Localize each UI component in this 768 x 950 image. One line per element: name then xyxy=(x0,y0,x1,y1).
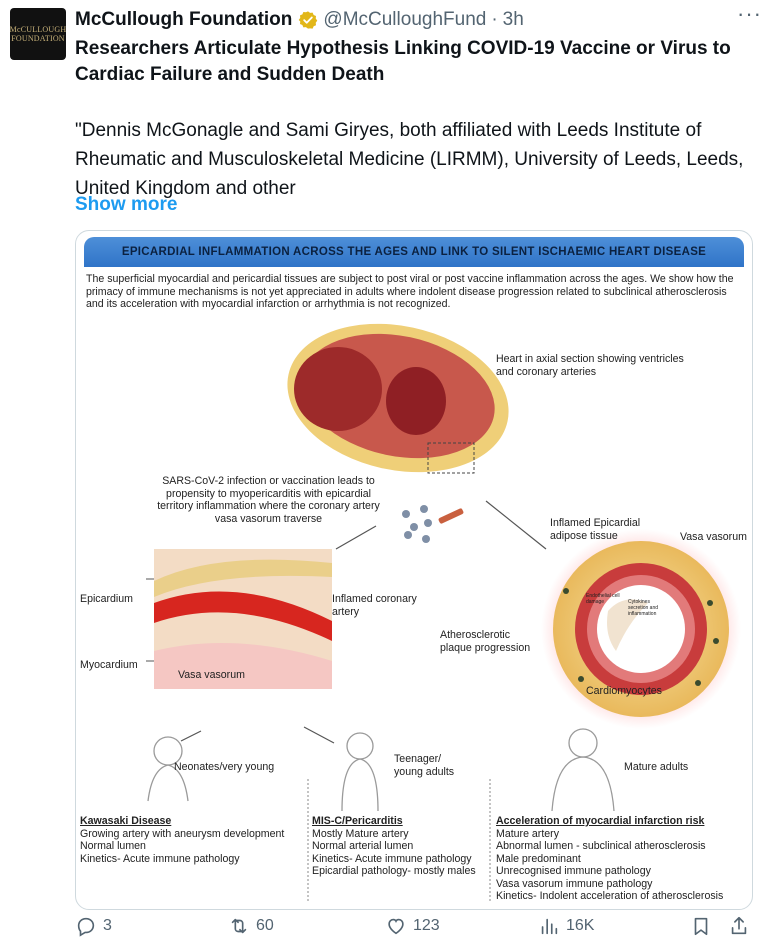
figure-title: EPICARDIAL INFLAMMATION ACROSS THE AGES AND LINK TO SILENT ISCHAEMIC HEART DISEASE xyxy=(84,237,744,267)
column-kawasaki xyxy=(80,815,308,865)
cardiomyocytes-label: Cardiomyocytes xyxy=(586,685,662,697)
bookmark-button[interactable] xyxy=(690,915,718,937)
repost-button[interactable] xyxy=(228,915,274,937)
mature-label: Mature adults xyxy=(624,761,689,773)
figure-illustration xyxy=(76,231,753,910)
timestamp[interactable]: 3h xyxy=(502,9,524,30)
views-icon xyxy=(538,915,560,937)
epicardium-label: Epicardium xyxy=(80,593,133,605)
more-options-icon[interactable]: ··· xyxy=(737,1,762,26)
atherosclerotic-label: Atherosclerotic plaque progression xyxy=(440,629,531,654)
cytokines-label: Cytokines secretion and inflammation xyxy=(628,599,659,617)
kawasaki-line: Growing artery with aneurysm development xyxy=(80,827,285,840)
adults-line: Unrecognised immune pathology xyxy=(496,865,651,877)
inflamed-artery-label: Inflamed coronary artery xyxy=(332,593,417,618)
adults-heading: Acceleration of myocardial infarction risk xyxy=(496,815,705,827)
like-count: 123 xyxy=(413,917,440,934)
column-misc xyxy=(312,815,492,878)
endothelial-label: Endothelial cell damage xyxy=(586,593,620,605)
avatar-logo-text: McCULLOUGH FOUNDATION xyxy=(10,25,66,43)
inflamed-adipose-label: Inflamed Epicardial adipose tissue xyxy=(550,517,641,542)
tissue-panel xyxy=(146,549,332,689)
share-icon xyxy=(728,915,750,937)
action-bar xyxy=(0,915,768,945)
tweet-header xyxy=(75,8,756,32)
author-name[interactable]: McCullough Foundation xyxy=(75,9,293,30)
vasa-vasorum-right-label: Vasa vasorum xyxy=(680,531,747,543)
reply-icon xyxy=(75,915,97,937)
neonates-label: Neonates/very young xyxy=(174,761,275,773)
tweet-media-image[interactable] xyxy=(75,230,753,910)
column-adults xyxy=(496,815,750,903)
views-count: 16K xyxy=(566,917,595,934)
misc-line: Epicardial pathology- mostly males xyxy=(312,865,476,877)
avatar[interactable] xyxy=(10,8,66,60)
heart-label: Heart in axial section showing ventricles and coronary arteries xyxy=(496,353,684,378)
adults-line: Vasa vasorum immune pathology xyxy=(496,877,653,890)
share-button[interactable] xyxy=(728,915,756,937)
vasa-vasorum-left-label: Vasa vasorum xyxy=(178,669,245,681)
reply-button[interactable] xyxy=(75,915,112,937)
adults-line: Kinetics- Indolent acceleration of atherosclerosis xyxy=(496,890,724,902)
teenager-label: Teenager/ young adults xyxy=(394,753,455,778)
like-icon xyxy=(385,915,407,937)
adults-line: Abnormal lumen - subclinical atherosclerosis xyxy=(496,840,706,852)
misc-line: Normal arterial lumen xyxy=(312,840,414,852)
repost-icon xyxy=(228,915,250,937)
artery-cross-section xyxy=(541,529,741,729)
heart-section xyxy=(273,304,522,491)
views-button[interactable] xyxy=(538,915,594,937)
adults-line: Male predominant xyxy=(496,852,581,865)
like-button[interactable] xyxy=(385,915,440,937)
tweet-body: "Dennis McGonagle and Sami Giryes, both affiliated with Leeds Institute of Rheumatic and Musculoskeletal Medicine (LIRMM), University of Leeds, Leeds, United Kingdom and other xyxy=(75,120,744,199)
show-more-link[interactable]: Show more xyxy=(75,194,178,215)
repost-count: 60 xyxy=(256,917,274,934)
misc-heading: MIS-C/Pericarditis xyxy=(312,815,403,827)
author-handle[interactable]: @McCulloughFund xyxy=(323,9,487,30)
figure-intro: The superficial myocardial and pericardial tissues are subject to post viral or post vaccine inflammation across the ages. We show how the primacy of immune mechanisms is not yet appreciated in adults where indolent disease progression related to subclinical atherosclerosis and its acceleration with myocardial infarction or arrhythmia is not recognized. xyxy=(86,273,734,310)
kawasaki-heading: Kawasaki Disease xyxy=(80,815,172,827)
sars-label: SARS-CoV-2 infection or vaccination leads to propensity to myopericarditis with epicardial territory inflammation where the coronary artery vasa vasorum traverse xyxy=(157,475,380,525)
reply-count: 3 xyxy=(103,917,112,934)
kawasaki-line: Kinetics- Acute immune pathology xyxy=(80,852,240,865)
kawasaki-line: Normal lumen xyxy=(80,840,146,852)
bookmark-icon xyxy=(690,915,712,937)
adults-line: Mature artery xyxy=(496,827,559,840)
misc-line: Mostly Mature artery xyxy=(312,827,409,840)
verified-badge-icon[interactable] xyxy=(298,10,318,30)
misc-line: Kinetics- Acute immune pathology xyxy=(312,852,472,865)
tweet-headline: Researchers Articulate Hypothesis Linking COVID-19 Vaccine or Virus to Cardiac Failure and Sudden Death xyxy=(75,38,731,85)
separator-dot: · xyxy=(491,9,498,30)
myocardium-label: Myocardium xyxy=(80,659,138,671)
